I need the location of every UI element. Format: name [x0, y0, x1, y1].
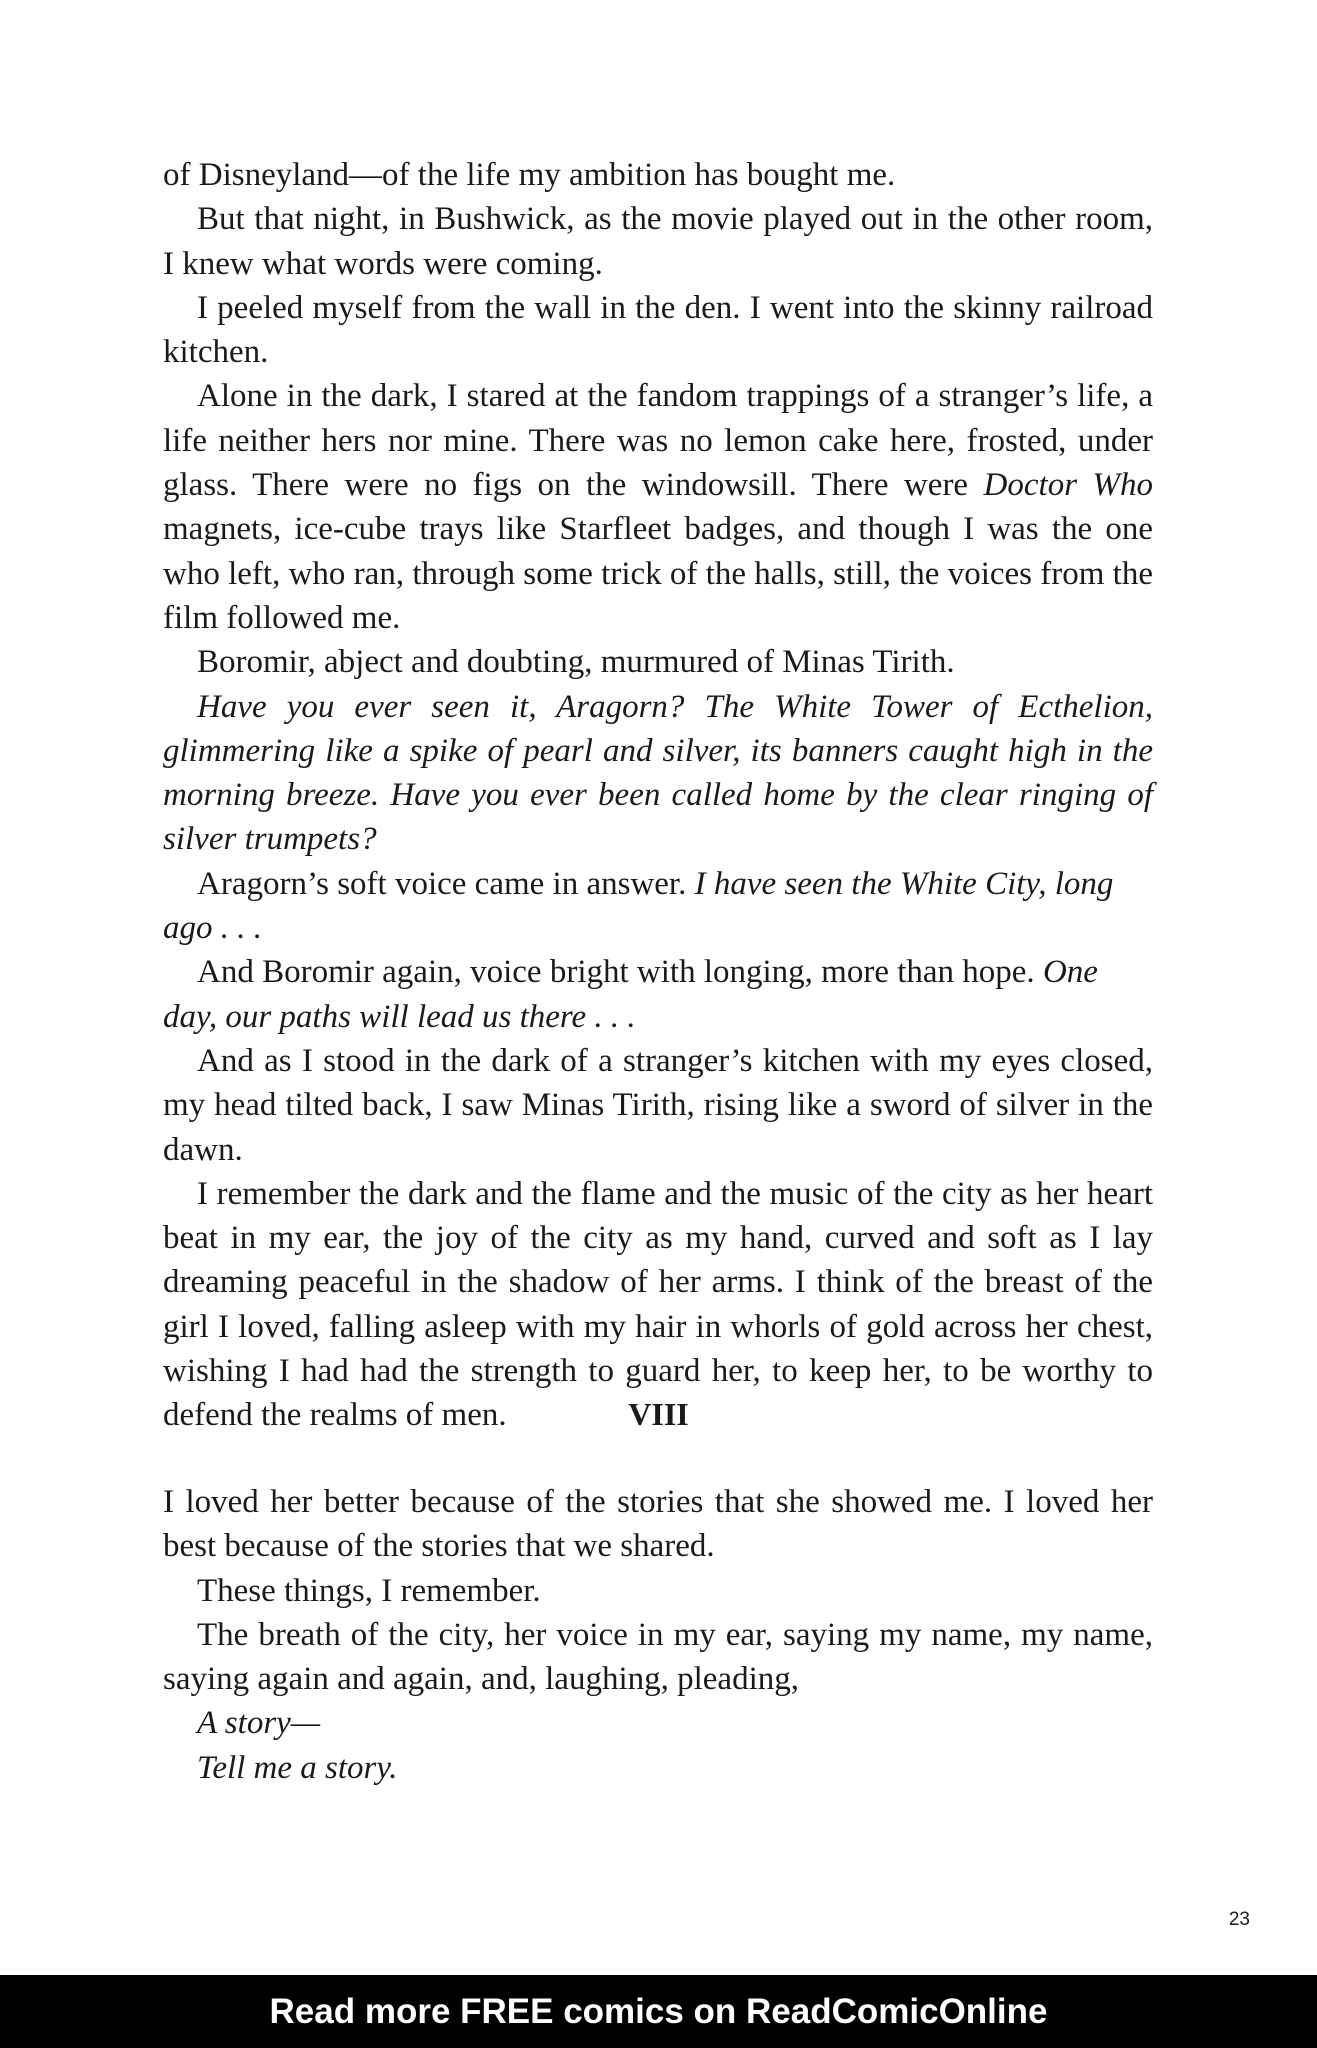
body-text-part-two	[163, 1480, 1153, 1790]
boromir-again-text: And Boromir again, voice bright with longing, more than hope.	[197, 954, 1043, 991]
boromir-quote: One day, our paths will lead us there . . .	[163, 954, 1098, 1035]
section-heading: VIII	[628, 1396, 689, 1432]
paragraph-minas-tirith: And as I stood in the dark of a stranger’s kitchen with my eyes closed, my head tilted back, I saw Minas Tirith, rising like a sword of silver in the dawn.	[163, 1042, 1153, 1168]
a-story-quote: A story—	[197, 1705, 321, 1742]
aragorn-text: Aragorn’s soft voice came in answer.	[197, 865, 695, 902]
paragraph-breath-of-city: The breath of the city, her voice in my ear, saying my name, my name, saying again and again, and, laughing, pleading,	[163, 1616, 1153, 1698]
promo-banner	[0, 1975, 1317, 2048]
paragraph-remember: I remember the dark and the flame and the music of the city as her heart beat in my ear, the joy of the city as my hand, curved and soft as I lay dreaming peaceful in the shadow of her arms. I think of the breast of the girl I loved, falling asleep with my hair in whorls of gold across her chest, wishing I had had the strength to guard her, to keep her, to be worthy to defend the realms of men.	[163, 1175, 1153, 1434]
paragraph-tell-me	[163, 1746, 1153, 1790]
paragraph-aragorn	[163, 862, 1153, 951]
paragraph-kitchen: I peeled myself from the wall in the den. I went into the skinny railroad kitchen.	[163, 289, 1153, 371]
tell-me-quote: Tell me a story.	[197, 1749, 398, 1786]
paragraph-bushwick: But that night, in Bushwick, as the movie played out in the other room, I knew what words were coming.	[163, 201, 1153, 282]
fandom-text-start: Alone in the dark, I stared at the fandom trappings of a stranger’s life, a life neither hers nor mine. There was no lemon cake here, frosted, under glass. There were no figs on the windowsill. There were	[163, 378, 1153, 504]
body-text-part-one	[163, 153, 1153, 1438]
white-tower-quote: Have you ever seen it, Aragorn? The White Tower of Ecthelion, glimmering like a spike of pearl and silver, its banners caught high in the morning breeze. Have you ever been called home by the clear ringing of silver trumpets?	[163, 688, 1153, 858]
paragraph-a-story	[163, 1701, 1153, 1745]
paragraph-stories: I loved her better because of the stories that she showed me. I loved her best because of the stories that we shared.	[163, 1484, 1153, 1565]
paragraph-these-things: These things, I remember.	[197, 1572, 541, 1609]
aragorn-quote: I have seen the White City, long ago . . .	[163, 865, 1114, 947]
paragraph-boromir-again	[163, 950, 1153, 1039]
doctor-who-title: Doctor Who	[983, 467, 1153, 504]
paragraph-disneyland: of Disneyland—of the life my ambition has bought me.	[163, 157, 896, 193]
page-number: 23	[1228, 1909, 1250, 1930]
paragraph-white-tower-quote	[163, 685, 1153, 862]
paragraph-fandom	[163, 374, 1153, 640]
promo-banner-link[interactable]: Read more FREE comics on ReadComicOnline	[269, 1991, 1048, 2031]
fandom-text-end: magnets, ice-cube trays like Starfleet badges, and though I was the one who left, who ran, through some trick of the halls, still, the voices from the film followed me.	[163, 511, 1153, 636]
paragraph-boromir: Boromir, abject and doubting, murmured of Minas Tirith.	[197, 644, 955, 681]
